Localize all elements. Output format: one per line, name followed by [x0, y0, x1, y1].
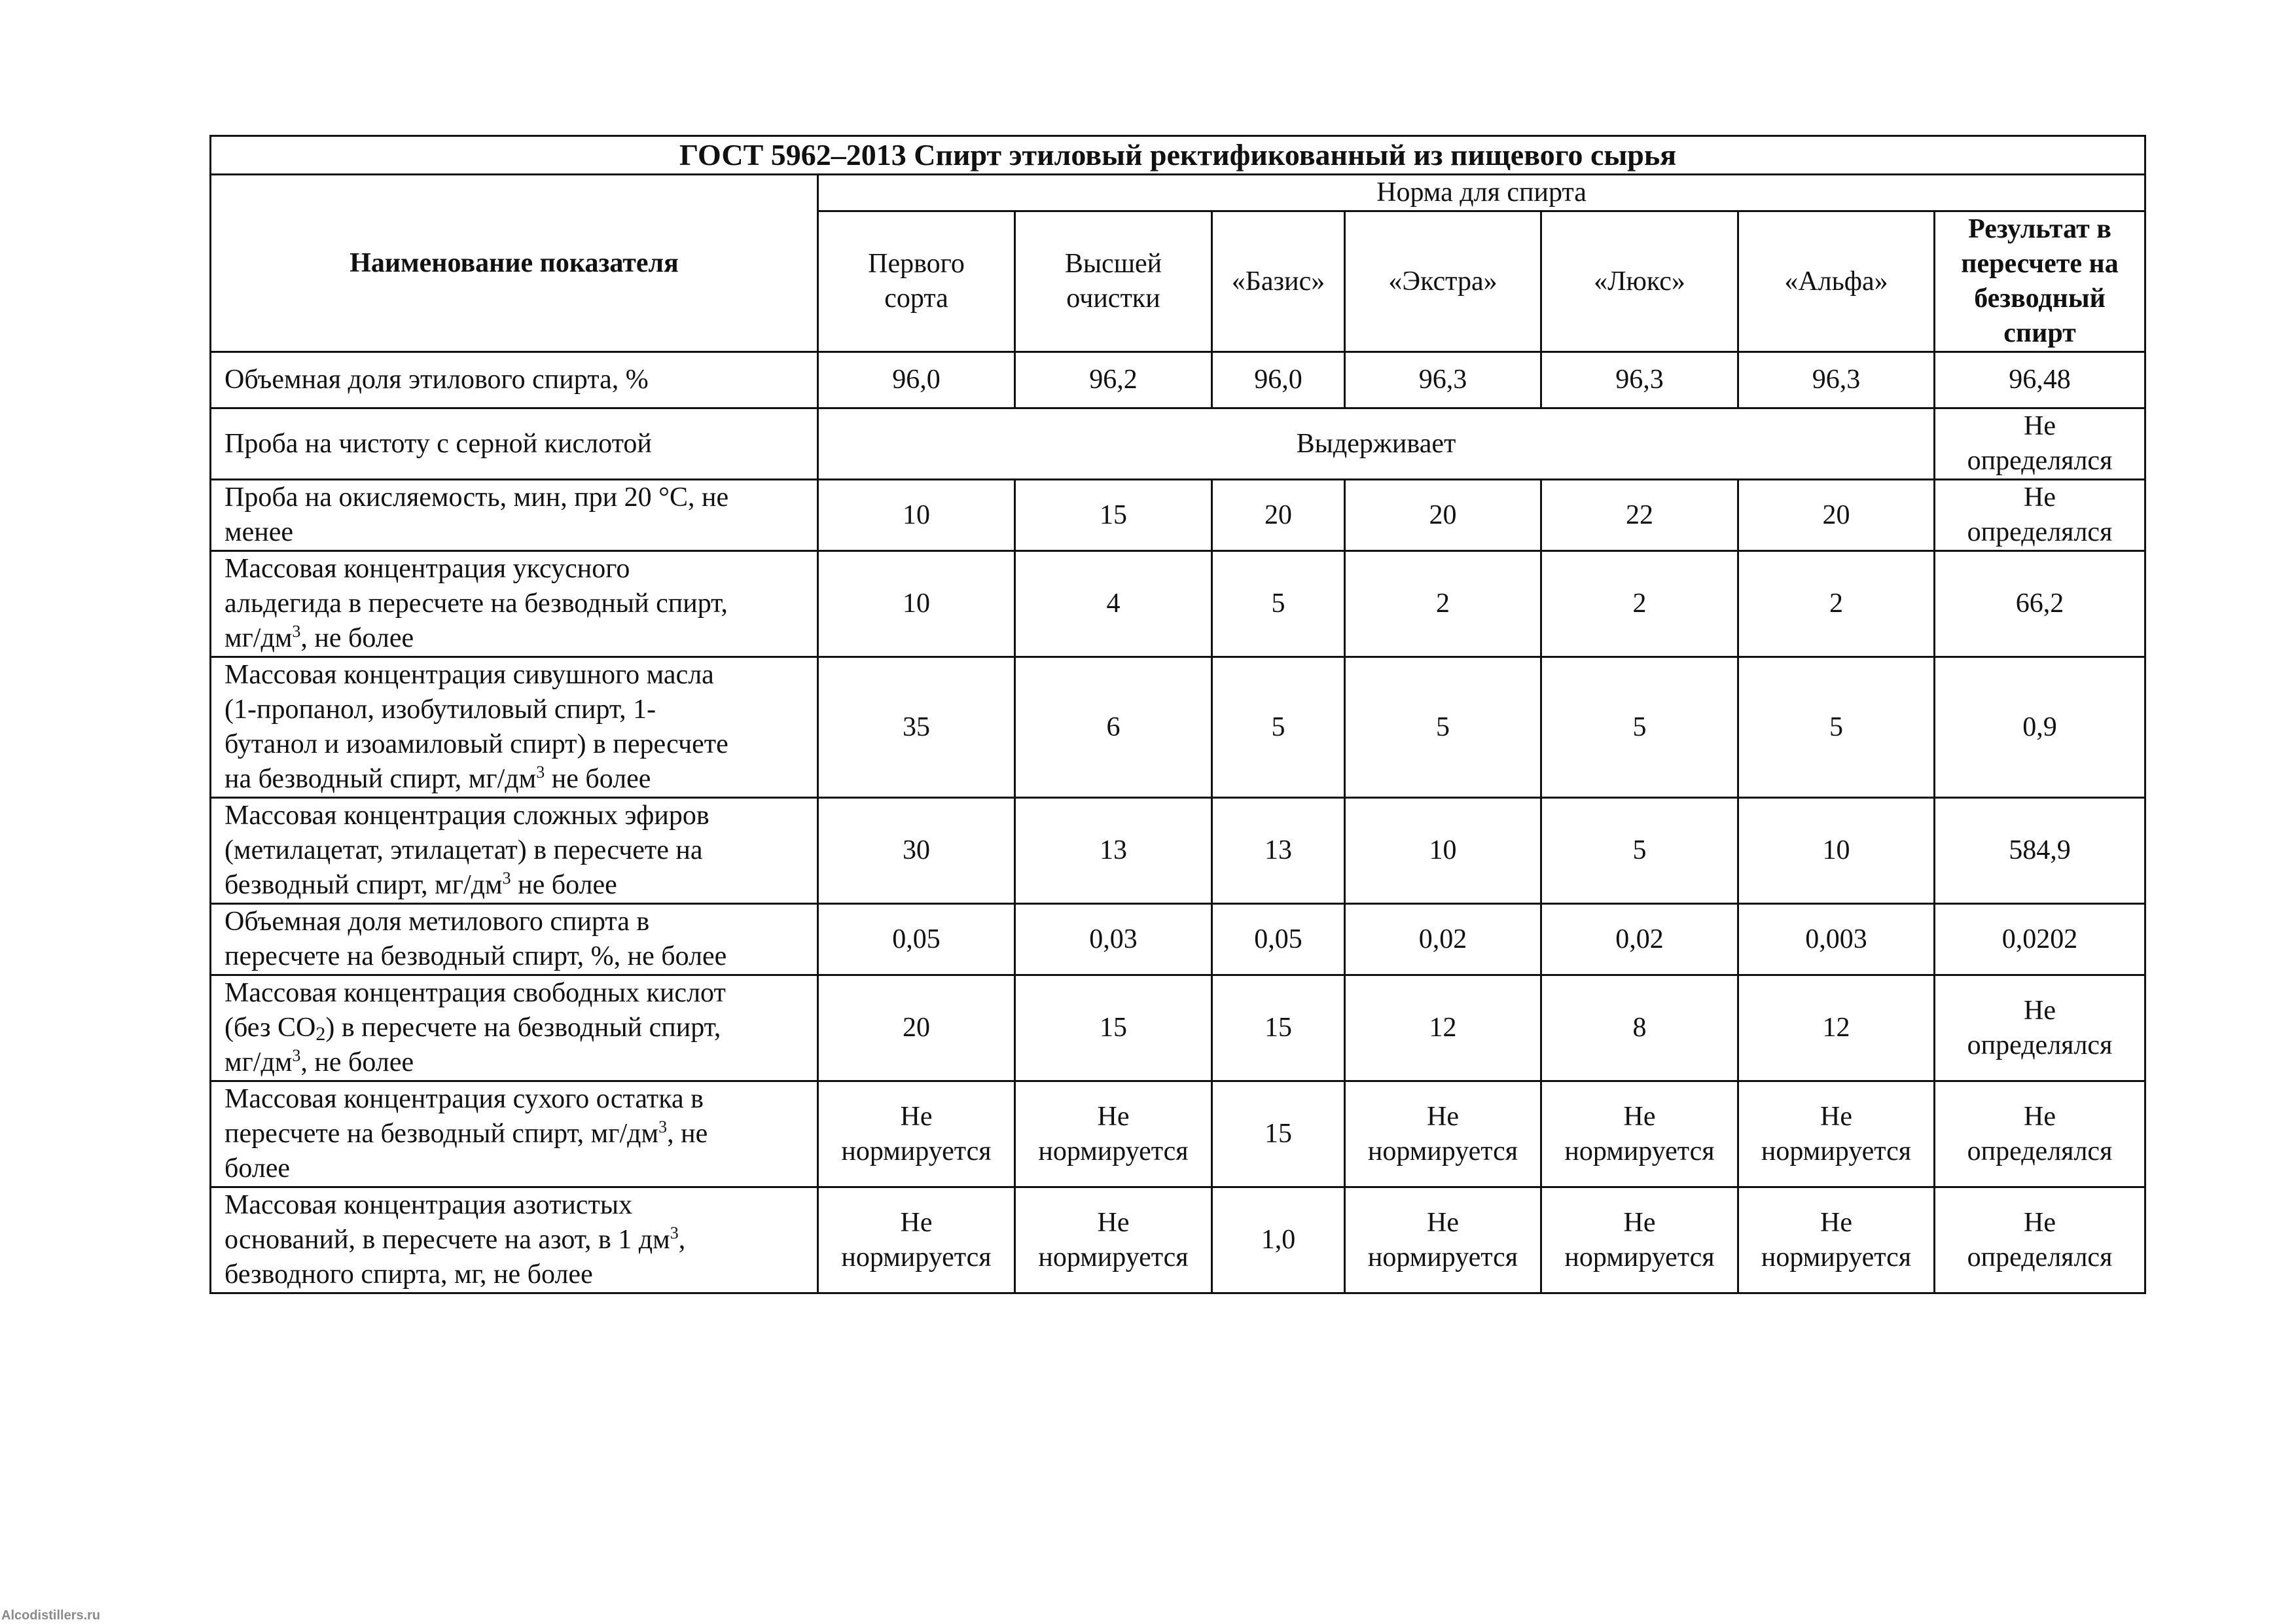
table-cell: 35 — [818, 657, 1015, 798]
table-cell: Не нормируется — [1541, 1187, 1738, 1293]
table-cell: 0,05 — [818, 904, 1015, 975]
table-title: ГОСТ 5962–2013 Спирт этиловый ректификованный из пищевого сырья — [211, 136, 2145, 175]
norm-header: Норма для спирта — [818, 175, 2145, 211]
table-row — [211, 1081, 2145, 1187]
table-cell: 66,2 — [1935, 551, 2145, 657]
table-row — [211, 408, 2145, 480]
table-cell: 4 — [1015, 551, 1212, 657]
table-cell: 13 — [1015, 798, 1212, 904]
table-cell: 20 — [1738, 480, 1935, 551]
row-name: Массовая концентрация уксусного альдегида в пересчете на безводный спирт, $мг/дм^3$, не более — [211, 551, 818, 657]
table-cell: 8 — [1541, 975, 1738, 1081]
col-header-first-grade: Первого сорта — [818, 211, 1015, 352]
col-header-alfa: «Альфа» — [1738, 211, 1935, 352]
table-cell: Не нормируется — [1015, 1081, 1212, 1187]
table-cell: 96,0 — [1212, 352, 1345, 408]
table-cell: 22 — [1541, 480, 1738, 551]
table-cell: 96,3 — [1541, 352, 1738, 408]
table-cell: 15 — [1015, 975, 1212, 1081]
table-row — [211, 551, 2145, 657]
table-cell: Не нормируется — [818, 1081, 1015, 1187]
table-row — [211, 657, 2145, 798]
table-cell: 1,0 — [1212, 1187, 1345, 1293]
table-cell: 12 — [1345, 975, 1541, 1081]
row-name: Проба на чистоту с серной кислотой — [211, 408, 818, 480]
indicator-name-header: Наименование показателя — [211, 175, 818, 352]
table-cell: 15 — [1212, 1081, 1345, 1187]
table-row — [211, 352, 2145, 408]
merged-norm-cell: Выдерживает — [818, 408, 1935, 480]
col-header-ekstra: «Экстра» — [1345, 211, 1541, 352]
site-watermark: Alcodistillers.ru — [1, 1608, 101, 1623]
table-cell: 5 — [1345, 657, 1541, 798]
table-cell: Не нормируется — [1345, 1187, 1541, 1293]
table-cell: 10 — [1345, 798, 1541, 904]
table-cell: Не нормируется — [1738, 1187, 1935, 1293]
table-cell: 10 — [1738, 798, 1935, 904]
table-row — [211, 975, 2145, 1081]
table-cell: 5 — [1541, 798, 1738, 904]
table-cell: 96,2 — [1015, 352, 1212, 408]
table-cell: 0,02 — [1345, 904, 1541, 975]
row-name: Проба на окисляемость, мин, при 20 °С, не менее — [211, 480, 818, 551]
table-cell: 584,9 — [1935, 798, 2145, 904]
table-cell: 96,3 — [1738, 352, 1935, 408]
table-cell: Не определялся — [1935, 480, 2145, 551]
table-cell: 5 — [1541, 657, 1738, 798]
table-cell: 96,0 — [818, 352, 1015, 408]
table-cell: Не определялся — [1935, 975, 2145, 1081]
table-cell: Не нормируется — [1738, 1081, 1935, 1187]
table-cell: 20 — [818, 975, 1015, 1081]
table-cell: 10 — [818, 551, 1015, 657]
table-cell: 6 — [1015, 657, 1212, 798]
table-cell: 0,03 — [1015, 904, 1212, 975]
row-name: Массовая концентрация сложных эфиров (метилацетат, этилацетат) в пересчете на безводный спирт, $мг/дм^3$ не более — [211, 798, 818, 904]
col-header-lyuks: «Люкс» — [1541, 211, 1738, 352]
table-row — [211, 798, 2145, 904]
table-cell: Не нормируется — [1541, 1081, 1738, 1187]
table-cell: Не определялся — [1935, 408, 2145, 480]
table-cell: Не определялся — [1935, 1081, 2145, 1187]
table-row — [211, 480, 2145, 551]
table-cell: 0,0202 — [1935, 904, 2145, 975]
table-cell: 0,05 — [1212, 904, 1345, 975]
row-name: Массовая концентрация свободных кислот (без $СО_2$) в пересчете на безводный спирт, $мг/дм^3$, не более — [211, 975, 818, 1081]
table-cell: 10 — [818, 480, 1015, 551]
table-row — [211, 1187, 2145, 1293]
table-cell: 20 — [1212, 480, 1345, 551]
table-cell: 2 — [1738, 551, 1935, 657]
table-cell: Не нормируется — [1345, 1081, 1541, 1187]
table-cell: Не нормируется — [818, 1187, 1015, 1293]
table-cell: 0,02 — [1541, 904, 1738, 975]
table-cell: Не определялся — [1935, 1187, 2145, 1293]
row-name: Массовая концентрация сухого остатка в пересчете на безводный спирт, $мг/дм^3$, не более — [211, 1081, 818, 1187]
table-cell: 13 — [1212, 798, 1345, 904]
table-cell: Не нормируется — [1015, 1187, 1212, 1293]
table-cell: 5 — [1212, 551, 1345, 657]
row-name: Объемная доля этилового спирта, % — [211, 352, 818, 408]
table-cell: 96,48 — [1935, 352, 2145, 408]
row-name: Массовая концентрация азотистых оснований, в пересчете на азот, в 1 $дм^3$, безводного спирта, мг, не более — [211, 1187, 818, 1293]
table-cell: 0,9 — [1935, 657, 2145, 798]
table-cell: 15 — [1212, 975, 1345, 1081]
row-name: Объемная доля метилового спирта в пересчете на безводный спирт, %, не более — [211, 904, 818, 975]
table-cell: 12 — [1738, 975, 1935, 1081]
table-cell: 5 — [1738, 657, 1935, 798]
table-cell: 96,3 — [1345, 352, 1541, 408]
table-cell: 15 — [1015, 480, 1212, 551]
table-cell: 2 — [1541, 551, 1738, 657]
gost-table — [209, 135, 2146, 1294]
table-cell: 0,003 — [1738, 904, 1935, 975]
col-header-bazis: «Базис» — [1212, 211, 1345, 352]
col-header-result: Результат в пересчете на безводный спирт — [1935, 211, 2145, 352]
table-cell: 30 — [818, 798, 1015, 904]
row-name: Массовая концентрация сивушного масла (1-пропанол, изобутиловый спирт, 1- бутанол и изоамиловый спирт) в пересчете на безводный спирт, $мг/дм^3$ не более — [211, 657, 818, 798]
table-cell: 5 — [1212, 657, 1345, 798]
table-cell: 2 — [1345, 551, 1541, 657]
table-row — [211, 904, 2145, 975]
col-header-highest-purity: Высшей очистки — [1015, 211, 1212, 352]
table-cell: 20 — [1345, 480, 1541, 551]
